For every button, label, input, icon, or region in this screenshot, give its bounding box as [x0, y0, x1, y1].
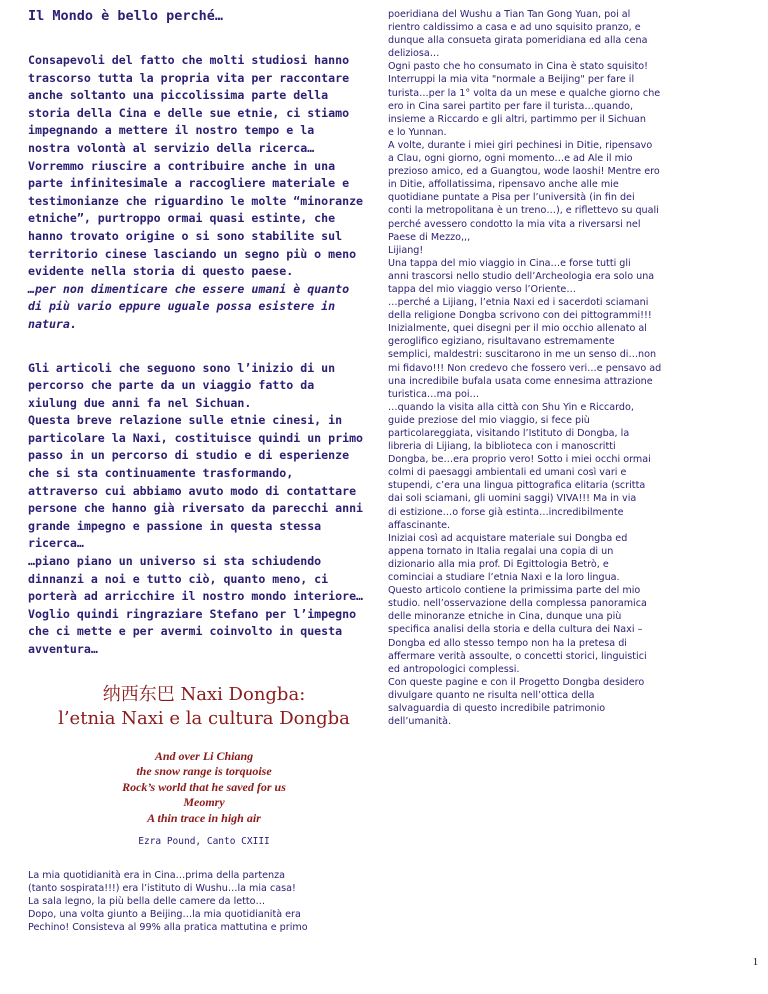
right-column-text: poeridiana del Wushu a Tian Tan Gong Yuan, poi al rientro caldissimo a casa e ad uno squisito pranzo, e dunque alla consueta girata pomeridiana ed alla cena deliziosa… Ogni pasto che ho consumato in Cina è stato squisito! Interruppi la mia vita "normale a Beijing" per fare il turista…per la 1° volta da un mese e qualche giorno che ero in Cina sarei partito per fare il turista…quando, insieme a Riccardo e gli altri, partimmo per il Sichuan e lo Yunnan. A volte, durante i miei giri pechinesi in Ditie, ripensavo a Clau, ogni giorno, ogni momento…e ad Ale il mio prezioso amico, ed a Guangtou, wode laoshi! Mentre ero in Ditie, affollatissima, ripensavo anche alle mie quotidiane puntate a Pisa per l’università (in fin dei conti la metropolitana è un treno…), e riflettevo su quali perché avessero condotto la mia vita a riversarsi nel Paese di Mezzo,,, Lijiang! Una tappa del mio viaggio in Cina…e forse tutti gli anni trascorsi nello studio dell’Archeologia era solo una tappa del mio viaggio verso l’Oriente… …perché a Lijiang, l’etnia Naxi ed i sacerdoti sciamani della religione Dongba scrivono con dei pittogrammi!!! Inizialmente, quei disegni per il mio occhio allenato al geroglifico egiziano, risultavano estremamente semplici, maldestri: suscitarono in me un senso di…non mi fidavo!!! Non credevo che fossero veri…e pensavo ad una incredibile bufala usata come ennesima attrazione turistica…ma poi… …quando la visita alla città con Shu Yin e Riccardo, guide preziose del mio viaggio, si fece più particolareggiata, visitando l’Istituto di Dongba, la libreria di Lijiang, la biblioteca con i manoscritti Dongba, be…era proprio vero! Sotto i miei occhi ormai colmi di paesaggi ambientali ed umani così vari e stupendi, c’era una lingua pittografica elitaria (scritta dai soli sciamani, gli uomini saggi) VIVA!!! Ma in via di estizione…o forse già estinta…incredibilmente affascinante. Iniziai così ad acquistare materiale sui Dongba ed appena tornato in Italia regalai una copia di un dizionario alla mia prof. Di Egittologia Betrò, e cominciai a studiare l’etnia Naxi e la loro lingua. Questo articolo contiene la primissima parte del mio studio. nell’osservazione della complessa panoramica delle minoranze etniche in Cina, dunque una più specifica analisi della storia e della cultura dei Naxi – Dongba ed allo stesso tempo non ha la pretesa di affermare verità assoulte, o concetti storici, linguistici ed antropologici complessi. Con queste pagine e con il Progetto Dongba desidero divulgare quanto ne risulta nell’ottica della salvaguardia di questo incredibile patrimonio dell’umanità. [388, 9, 662, 728]
section-title [28, 683, 380, 731]
poem-quote: And over Li Chiang the snow range is torquoise Rock’s world that he saved for us Meomry A thin trace in high air [122, 748, 286, 825]
page-number: 1 [753, 957, 758, 968]
right-column [388, 8, 743, 728]
section-title-line1: 纳西东巴 Naxi Dongba: [102, 683, 306, 705]
left-bottom-text: La mia quotidianità era in Cina…prima della partenza (tanto sospirata!!!) era l’istituto di Wushu…la mia casa! La sala legno, la più bella delle camere da letto… Dopo, una volta giunto a Beijing…la mia quotidianità era Pechino! Consisteva al 99% alla pratica mattutina e primo [28, 870, 308, 934]
page-title: Il Mondo è bello perché… [28, 8, 224, 24]
second-paragraph: Gli articoli che seguono sono l’inizio di un percorso che parte da un viaggio fatto da xiulung due anni fa nel Sichuan. Questa breve relazione sulle etnie cinesi, in particolare la Naxi, costituisce quindi un primo passo in un percorso di studio e di esperienze che si sta continuamente trasformando, attraverso cui abbiamo avuto modo di contattare persone che hanno già riversato da parecchi anni grande impegno e passione in questa stessa ricerca… …piano piano un universo si sta schiudendo dinnanzi a noi e tutto ciò, quanto meno, ci porterà ad arricchire il nostro mondo interiore… Voglio quindi ringraziare Stefano per l’impegno che ci mette e per avermi coinvolto in questa avventura… [28, 360, 364, 656]
intro-italic-paragraph: …per non dimenticare che essere umani è quanto di più vario eppure uguale possa esistere in natura. [28, 281, 350, 331]
intro-paragraph: Consapevoli del fatto che molti studiosi hanno trascorso tutta la propria vita per raccontare anche soltanto una piccolissima parte della storia della Cina e delle sue etnie, ci stiamo impegnando a mettere il nostro tempo e la nostra volontà al servizio della ricerca… Vorremmo riuscire a contribuire anche in una parte infinitesimale a raccogliere materiale e testimonianze che riguardino le molte “minoranze etniche”, purtroppo ormai quasi estinte, che hanno trovato origine o si sono stabilite sul territorio cinese lasciando un segno più o meno evidente nella storia di questo paese. [28, 53, 364, 279]
poem-citation: Ezra Pound, Canto CXIII [138, 836, 270, 848]
section-title-line2: l’etnia Naxi e la cultura Dongba [58, 707, 350, 729]
left-column [28, 8, 380, 935]
